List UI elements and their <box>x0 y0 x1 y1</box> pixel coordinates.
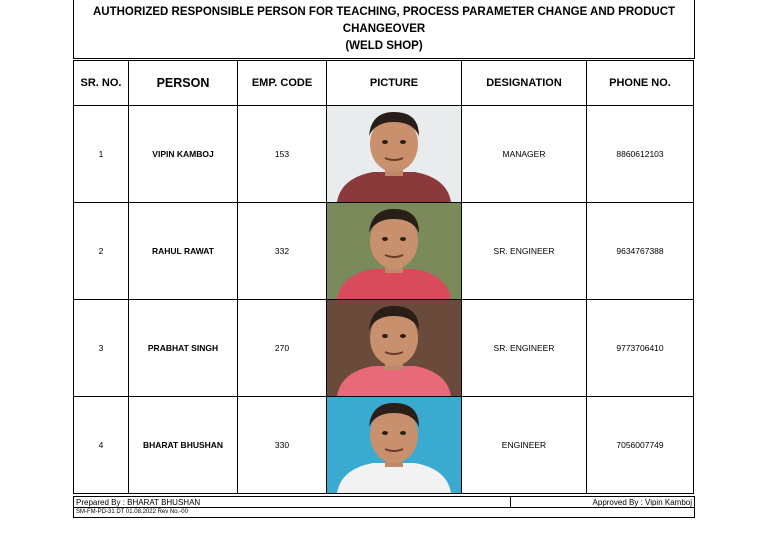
cell-emp-code: 330 <box>238 397 327 494</box>
cell-sr-no: 3 <box>74 300 129 397</box>
cell-picture <box>327 300 462 397</box>
cell-emp-code: 270 <box>238 300 327 397</box>
cell-picture <box>327 203 462 300</box>
responsible-persons-table <box>73 60 694 494</box>
cell-designation: SR. ENGINEER <box>462 203 587 300</box>
table-row <box>74 300 694 397</box>
cell-phone: 7056007749 <box>587 397 694 494</box>
header-designation: DESIGNATION <box>462 61 587 106</box>
header-phone: PHONE NO. <box>587 61 694 106</box>
cell-person: BHARAT BHUSHAN <box>129 397 238 494</box>
cell-designation: ENGINEER <box>462 397 587 494</box>
person-photo <box>327 106 461 202</box>
title-line-1: AUTHORIZED RESPONSIBLE PERSON FOR TEACHING, PROCESS PARAMETER CHANGE AND PRODUCT CHANGEOVER <box>92 5 676 35</box>
header-emp-code: EMP. CODE <box>238 61 327 106</box>
title-line-2: (WELD SHOP) <box>345 39 423 52</box>
cell-sr-no: 1 <box>74 106 129 203</box>
cell-person: PRABHAT SINGH <box>129 300 238 397</box>
header-picture: PICTURE <box>327 61 462 106</box>
cell-designation: SR. ENGINEER <box>462 300 587 397</box>
person-photo <box>327 397 461 493</box>
header-person: PERSON <box>129 61 238 106</box>
approved-by: Approved By : Vipin Kamboj <box>510 496 695 508</box>
cell-phone: 8860612103 <box>587 106 694 203</box>
person-photo <box>327 300 461 396</box>
table-row <box>74 397 694 494</box>
cell-sr-no: 2 <box>74 203 129 300</box>
document-reference: SM-FM-PD-31 DT 01.08.2022 Rev No.-00 <box>73 508 695 518</box>
cell-picture <box>327 397 462 494</box>
cell-sr-no: 4 <box>74 397 129 494</box>
cell-person: VIPIN KAMBOJ <box>129 106 238 203</box>
cell-picture <box>327 106 462 203</box>
cell-emp-code: 332 <box>238 203 327 300</box>
cell-emp-code: 153 <box>238 106 327 203</box>
table-row <box>74 106 694 203</box>
cell-phone: 9634767388 <box>587 203 694 300</box>
header-sr-no: SR. NO. <box>74 61 129 106</box>
prepared-by: Prepared By : BHARAT BHUSHAN <box>73 496 510 508</box>
document-title <box>73 0 695 59</box>
cell-person: RAHUL RAWAT <box>129 203 238 300</box>
table-row <box>74 203 694 300</box>
document-footer <box>73 495 695 518</box>
table-header-row <box>74 61 694 106</box>
person-photo <box>327 203 461 299</box>
cell-phone: 9773706410 <box>587 300 694 397</box>
cell-designation: MANAGER <box>462 106 587 203</box>
